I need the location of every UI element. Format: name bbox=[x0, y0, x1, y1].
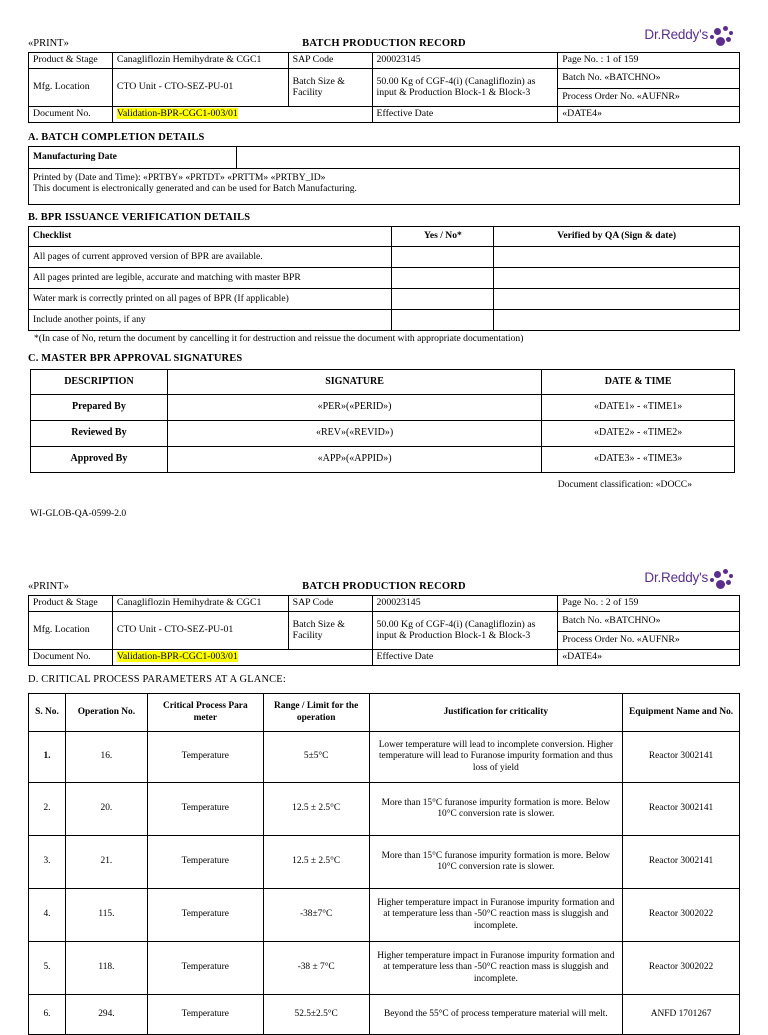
product-value: Canagliflozin Hemihydrate & CGC1 bbox=[112, 596, 288, 612]
description-header: DESCRIPTION bbox=[31, 370, 168, 395]
document-classification: Document classification: «DOCC» bbox=[557, 479, 692, 490]
sno-cell: 6. bbox=[29, 995, 66, 1035]
sno-header: S. No. bbox=[29, 694, 66, 732]
yes-no-header: Yes / No* bbox=[392, 227, 494, 247]
page-number: Page No. : 2 of 159 bbox=[558, 596, 740, 612]
equipment-cell: Reactor 3002141 bbox=[623, 732, 740, 783]
batch-size-value: 50.00 Kg of CGF-4(i) (Canagliflozin) as input & Production Block-1 & Block-3 bbox=[372, 69, 558, 107]
approved-by-signature: «APP»(«APPID») bbox=[167, 447, 541, 473]
document-no-value: Validation-BPR-CGC1-003/01 bbox=[116, 651, 238, 663]
parameter-cell: Temperature bbox=[147, 783, 263, 836]
table-row bbox=[29, 942, 740, 995]
effective-date-label: Effective Date bbox=[372, 107, 558, 123]
justification-cell: Beyond the 55°C of process temperature material will melt. bbox=[369, 995, 623, 1035]
equipment-header: Equipment Name and No. bbox=[623, 694, 740, 732]
section-d-title bbox=[28, 674, 286, 685]
location-value: CTO Unit - CTO-SEZ-PU-01 bbox=[112, 612, 288, 650]
page-header-line bbox=[28, 38, 740, 50]
verified-by-cell[interactable] bbox=[494, 268, 740, 289]
operation-no-cell: 115. bbox=[65, 889, 147, 942]
sno-cell: 4. bbox=[29, 889, 66, 942]
approval-signatures-table bbox=[30, 369, 735, 473]
justification-cell: Higher temperature impact in Furanose impurity formation and at temperature less than -50°C reaction mass is sluggish and incomplete. bbox=[369, 942, 623, 995]
sap-label: SAP Code bbox=[288, 596, 372, 612]
document-no-label: Document No. bbox=[29, 107, 113, 123]
range-cell: -38 ± 7°C bbox=[263, 942, 369, 995]
printed-by-text: Printed by (Date and Time): «PRTBY» «PRTDT» «PRTTM» «PRTBY_ID» bbox=[33, 172, 326, 183]
product-label: Product & Stage bbox=[29, 53, 113, 69]
record-title: BATCH PRODUCTION RECORD bbox=[302, 38, 466, 49]
document-no-label: Document No. bbox=[29, 650, 113, 666]
batch-no: Batch No. «BATCHNO» bbox=[558, 69, 740, 89]
verified-by-cell[interactable] bbox=[494, 310, 740, 331]
checklist-header: Checklist bbox=[29, 227, 392, 247]
operation-no-cell: 16. bbox=[65, 732, 147, 783]
approved-by-datetime: «DATE3» - «TIME3» bbox=[542, 447, 735, 473]
justification-header: Justification for criticality bbox=[369, 694, 623, 732]
verified-by-cell[interactable] bbox=[494, 289, 740, 310]
checklist-item: Water mark is correctly printed on all pages of BPR (If applicable) bbox=[29, 289, 392, 310]
date-time-header: DATE & TIME bbox=[542, 370, 735, 395]
parameter-cell: Temperature bbox=[147, 942, 263, 995]
sno-cell: 1. bbox=[29, 732, 66, 783]
table-row bbox=[29, 732, 740, 783]
reviewed-by-signature: «REV»(«REVID») bbox=[167, 421, 541, 447]
effective-date-label: Effective Date bbox=[372, 650, 558, 666]
product-label: Product & Stage bbox=[29, 596, 113, 612]
effective-date-value: «DATE4» bbox=[558, 107, 740, 123]
batch-size-label: Batch Size & Facility bbox=[288, 69, 372, 107]
reviewed-by-label: Reviewed By bbox=[31, 421, 168, 447]
batch-no: Batch No. «BATCHNO» bbox=[558, 612, 740, 632]
checklist-footnote: *(In case of No, return the document by cancelling it for destruction and reissue the document with appropriate documentation) bbox=[34, 333, 524, 344]
equipment-cell: Reactor 3002141 bbox=[623, 836, 740, 889]
footer-doc-code: WI-GLOB-QA-0599-2.0 bbox=[30, 508, 127, 519]
product-value: Canagliflozin Hemihydrate & CGC1 bbox=[112, 53, 288, 69]
yes-no-cell[interactable] bbox=[392, 310, 494, 331]
yes-no-cell[interactable] bbox=[392, 289, 494, 310]
range-cell: 12.5 ± 2.5°C bbox=[263, 783, 369, 836]
location-label: Mfg. Location bbox=[29, 612, 113, 650]
operation-no-header: Operation No. bbox=[65, 694, 147, 732]
section-a-title: A. BATCH COMPLETION DETAILS bbox=[28, 132, 205, 143]
critical-process-parameters-table bbox=[28, 693, 740, 1035]
sap-value: 200023145 bbox=[372, 596, 558, 612]
range-cell: 12.5 ± 2.5°C bbox=[263, 836, 369, 889]
verified-by-header: Verified by QA (Sign & date) bbox=[494, 227, 740, 247]
justification-cell: Lower temperature will lead to incomplete conversion. Higher temperature will lead to Furanose impurity formation and thus loss of yield bbox=[369, 732, 623, 783]
approved-by-label: Approved By bbox=[31, 447, 168, 473]
justification-cell: More than 15°C furanose impurity formation is more. Below 10°C conversion rate is slower. bbox=[369, 836, 623, 889]
range-limit-header: Range / Limit for the operation bbox=[263, 694, 369, 732]
parameter-cell: Temperature bbox=[147, 995, 263, 1035]
section-d-title-text: D. CRITICAL PROCESS PARAMETERS AT A GLANCE: bbox=[28, 674, 286, 685]
print-field: «PRINT» bbox=[28, 581, 69, 592]
page-header-line bbox=[28, 581, 740, 593]
parameter-cell: Temperature bbox=[147, 889, 263, 942]
print-field: «PRINT» bbox=[28, 38, 69, 49]
process-order: Process Order No. «AUFNR» bbox=[558, 632, 740, 650]
batch-completion-table bbox=[28, 146, 740, 205]
bpr-page-2 bbox=[0, 545, 768, 1024]
header-table bbox=[28, 52, 740, 123]
operation-no-cell: 294. bbox=[65, 995, 147, 1035]
section-c-title: C. MASTER BPR APPROVAL SIGNATURES bbox=[28, 353, 243, 364]
range-cell: 52.5±2.5°C bbox=[263, 995, 369, 1035]
logo-text: Dr.Reddy's bbox=[644, 570, 708, 585]
parameter-cell: Temperature bbox=[147, 732, 263, 783]
justification-cell: More than 15°C furanose impurity formation is more. Below 10°C conversion rate is slower. bbox=[369, 783, 623, 836]
prepared-by-label: Prepared By bbox=[31, 395, 168, 421]
justification-cell: Higher temperature impact in Furanose impurity formation and at temperature less than -50°C reaction mass is sluggish and incomplete. bbox=[369, 889, 623, 942]
sno-cell: 5. bbox=[29, 942, 66, 995]
table-row bbox=[29, 783, 740, 836]
location-value: CTO Unit - CTO-SEZ-PU-01 bbox=[112, 69, 288, 107]
bpr-issuance-table bbox=[28, 226, 740, 331]
prepared-by-signature: «PER»(«PERID») bbox=[167, 395, 541, 421]
effective-date-value: «DATE4» bbox=[558, 650, 740, 666]
signature-header: SIGNATURE bbox=[167, 370, 541, 395]
equipment-cell: Reactor 3002141 bbox=[623, 783, 740, 836]
header-table bbox=[28, 595, 740, 666]
checklist-item: All pages printed are legible, accurate and matching with master BPR bbox=[29, 268, 392, 289]
range-cell: -38±7°C bbox=[263, 889, 369, 942]
operation-no-cell: 21. bbox=[65, 836, 147, 889]
operation-no-cell: 118. bbox=[65, 942, 147, 995]
logo-text: Dr.Reddy's bbox=[644, 27, 708, 42]
location-label: Mfg. Location bbox=[29, 69, 113, 107]
verified-by-cell[interactable] bbox=[494, 247, 740, 268]
range-cell: 5±5°C bbox=[263, 732, 369, 783]
table-row bbox=[29, 889, 740, 942]
batch-size-value: 50.00 Kg of CGF-4(i) (Canagliflozin) as input & Production Block-1 & Block-3 bbox=[372, 612, 558, 650]
page-number: Page No. : 1 of 159 bbox=[558, 53, 740, 69]
sap-value: 200023145 bbox=[372, 53, 558, 69]
prepared-by-datetime: «DATE1» - «TIME1» bbox=[542, 395, 735, 421]
sno-cell: 3. bbox=[29, 836, 66, 889]
electronic-note: This document is electronically generated and can be used for Batch Manufacturing. bbox=[33, 182, 357, 194]
manufacturing-date-label: Manufacturing Date bbox=[29, 147, 237, 169]
equipment-cell: ANFD 1701267 bbox=[623, 995, 740, 1035]
reviewed-by-datetime: «DATE2» - «TIME2» bbox=[542, 421, 735, 447]
process-order: Process Order No. «AUFNR» bbox=[558, 89, 740, 107]
checklist-item: All pages of current approved version of BPR are available. bbox=[29, 247, 392, 268]
section-b-title: B. BPR ISSUANCE VERIFICATION DETAILS bbox=[28, 212, 251, 223]
table-row bbox=[29, 836, 740, 889]
document-no-value: Validation-BPR-CGC1-003/01 bbox=[116, 108, 238, 120]
record-title: BATCH PRODUCTION RECORD bbox=[302, 581, 466, 592]
table-row bbox=[29, 995, 740, 1035]
yes-no-cell[interactable] bbox=[392, 247, 494, 268]
batch-size-label: Batch Size & Facility bbox=[288, 612, 372, 650]
equipment-cell: Reactor 3002022 bbox=[623, 889, 740, 942]
equipment-cell: Reactor 3002022 bbox=[623, 942, 740, 995]
operation-no-cell: 20. bbox=[65, 783, 147, 836]
critical-parameter-header: Critical Process Para meter bbox=[147, 694, 263, 732]
checklist-item: Include another points, if any bbox=[29, 310, 392, 331]
sno-cell: 2. bbox=[29, 783, 66, 836]
sap-label: SAP Code bbox=[288, 53, 372, 69]
manufacturing-date-field[interactable] bbox=[236, 147, 739, 169]
yes-no-cell[interactable] bbox=[392, 268, 494, 289]
parameter-cell: Temperature bbox=[147, 836, 263, 889]
